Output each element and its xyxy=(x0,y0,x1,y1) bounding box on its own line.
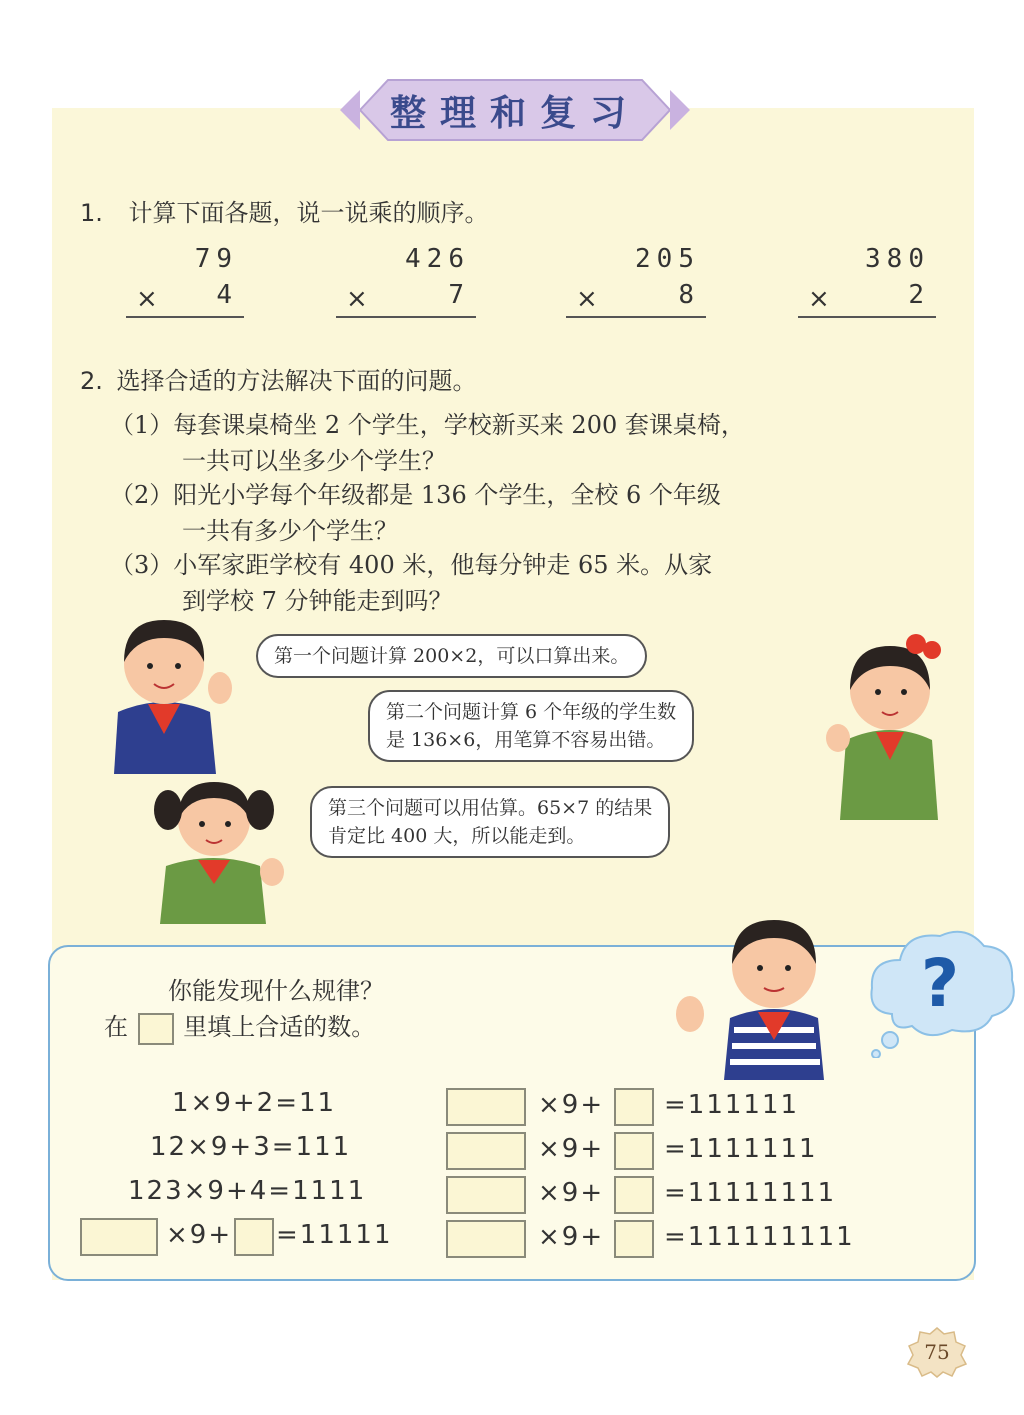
q2-item-3 xyxy=(110,548,712,582)
q1-text: 计算下面各题，说一说乘的顺序。 xyxy=(128,199,489,227)
item-text: 阳光小学每个年级都是 136 个学生，全校 6 个年级 xyxy=(173,481,721,509)
question-mark-icon: ? xyxy=(920,945,960,1022)
item-text: 小军家距学校有 400 米，他每分钟走 65 米。从家 xyxy=(173,551,713,579)
mult-problem-4 xyxy=(798,244,936,316)
speech-bubble-2 xyxy=(368,690,694,762)
instruction-post: 里填上合适的数。 xyxy=(183,1013,376,1041)
q2-item-3-line2: 到学校 7 分钟能走到吗？ xyxy=(182,587,453,615)
example-box xyxy=(138,1013,174,1045)
boy-illustration-2 xyxy=(664,900,854,1080)
equation-part: ×9+ xyxy=(538,1134,605,1164)
bubble-line: 第二个问题计算 6 个年级的学生数 xyxy=(386,701,677,723)
instruction-pre: 在 xyxy=(104,1013,128,1041)
item-label: （1） xyxy=(110,411,174,439)
answer-line xyxy=(336,316,476,318)
item-label: （3） xyxy=(110,551,174,579)
speech-bubble-1: 第一个问题计算 200×2，可以口算出来。 xyxy=(256,634,647,678)
times-sign: × xyxy=(136,284,158,314)
q2-item-1-line2: 一共可以坐多少个学生？ xyxy=(182,447,446,475)
boy-illustration-1 xyxy=(84,604,244,774)
q2-item-2-line2: 一共有多少个学生？ xyxy=(182,517,398,545)
q2-item-1 xyxy=(110,408,745,442)
bubble-line: 第三个问题可以用估算。65×7 的结果 xyxy=(328,797,653,819)
q2-number: 2. xyxy=(80,367,103,395)
multiplier: 2 xyxy=(908,280,930,310)
equation-part: =111111111 xyxy=(664,1222,855,1252)
answer-box[interactable] xyxy=(80,1218,158,1256)
bubble-line: 是 136×6，用笔算不容易出错。 xyxy=(386,729,666,751)
answer-box[interactable] xyxy=(446,1088,526,1126)
q1-prompt xyxy=(80,196,489,230)
answer-box[interactable] xyxy=(614,1220,654,1258)
equation-part: =11111111 xyxy=(664,1178,837,1208)
answer-line xyxy=(566,316,706,318)
mult-problem-3 xyxy=(566,244,706,316)
speech-bubble-3 xyxy=(310,786,670,858)
answer-box[interactable] xyxy=(614,1176,654,1214)
item-label: （2） xyxy=(110,481,174,509)
answer-box[interactable] xyxy=(614,1088,654,1126)
answer-box[interactable] xyxy=(446,1176,526,1214)
answer-line xyxy=(126,316,244,318)
multiplier: 7 xyxy=(448,280,470,310)
answer-line xyxy=(798,316,936,318)
item-text: 每套课桌椅坐 2 个学生，学校新买来 200 套课桌椅， xyxy=(173,411,745,439)
q1-number: 1. xyxy=(80,199,103,227)
multiplicand: 205 xyxy=(635,244,700,274)
equation-part: =1111111 xyxy=(664,1134,818,1164)
pattern-question: 你能发现什么规律？ xyxy=(168,977,384,1005)
pattern-equation-2: 12×9+3=111 xyxy=(150,1132,352,1162)
times-sign: × xyxy=(808,284,830,314)
times-sign: × xyxy=(576,284,598,314)
q2-item-2 xyxy=(110,478,721,512)
equation-part: ×9+ xyxy=(538,1090,605,1120)
q2-text: 选择合适的方法解决下面的问题。 xyxy=(116,367,477,395)
multiplicand: 426 xyxy=(405,244,470,274)
answer-box[interactable] xyxy=(446,1220,526,1258)
section-banner xyxy=(340,76,690,144)
mult-problem-2 xyxy=(336,244,476,316)
mult-problem-1 xyxy=(126,244,244,316)
equation-part: ×9+ xyxy=(538,1222,605,1252)
pattern-instruction xyxy=(104,1010,375,1045)
answer-box[interactable] xyxy=(614,1132,654,1170)
girl-illustration-2 xyxy=(140,766,290,924)
equation-part: ×9+ xyxy=(538,1178,605,1208)
pattern-equation-1: 1×9+2=11 xyxy=(172,1088,337,1118)
page-number: 75 xyxy=(924,1340,950,1364)
answer-box[interactable] xyxy=(234,1218,274,1256)
q2-prompt xyxy=(80,364,477,398)
times-sign: × xyxy=(346,284,368,314)
multiplier: 4 xyxy=(216,280,238,310)
girl-illustration-1 xyxy=(820,620,960,820)
multiplier: 8 xyxy=(678,280,700,310)
page-title: 整理和复习 xyxy=(389,91,640,134)
equation-part: =11111 xyxy=(276,1220,393,1250)
multiplicand: 380 xyxy=(865,244,930,274)
thought-cloud xyxy=(862,924,1020,1058)
answer-box[interactable] xyxy=(446,1132,526,1170)
pattern-equation-3: 123×9+4=1111 xyxy=(128,1176,367,1206)
equation-part: ×9+ xyxy=(166,1220,233,1250)
multiplicand: 79 xyxy=(194,244,238,274)
bubble-line: 肯定比 400 大，所以能走到。 xyxy=(328,825,586,847)
equation-part: =111111 xyxy=(664,1090,800,1120)
